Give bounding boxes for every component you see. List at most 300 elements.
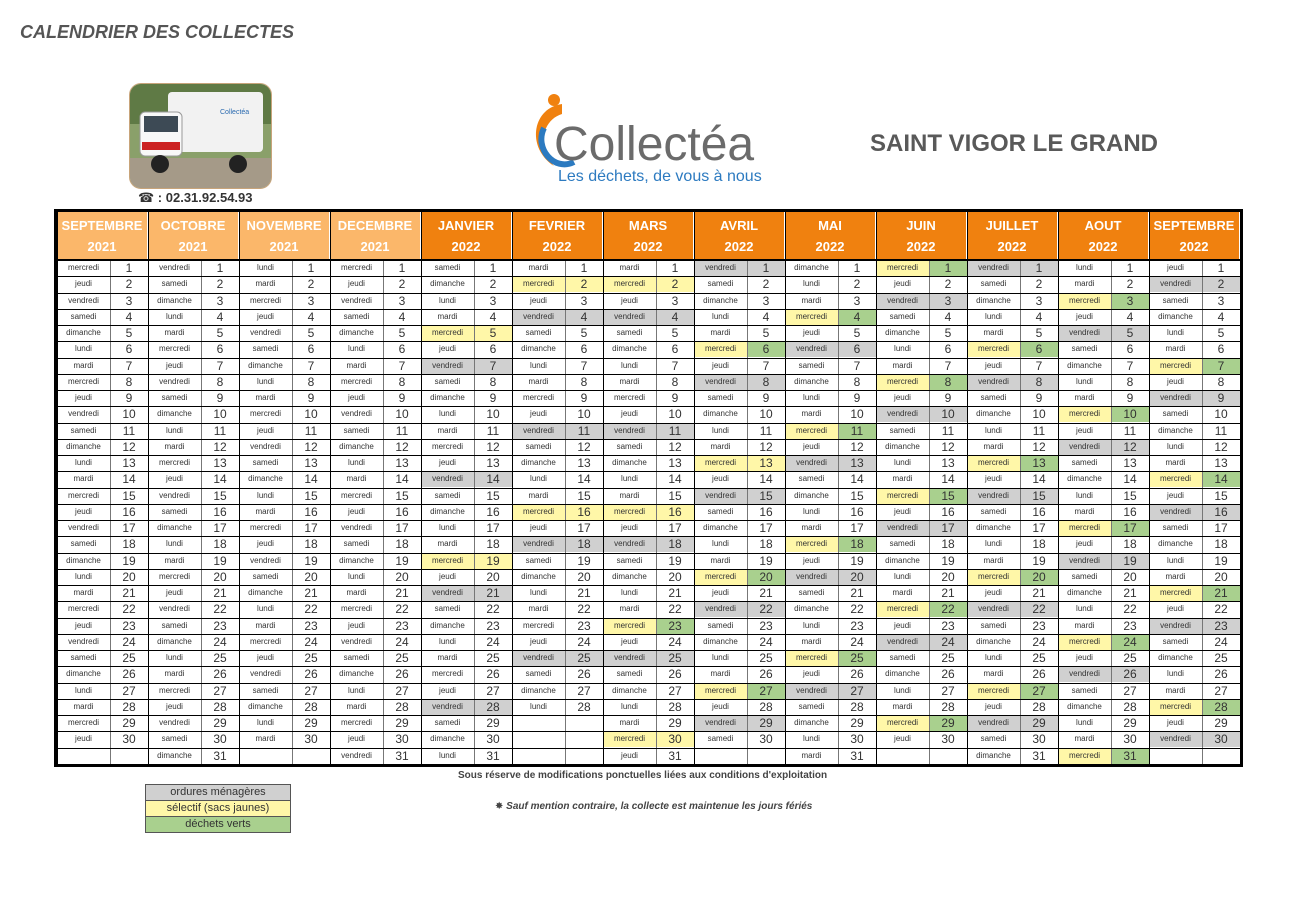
day-name: mardi xyxy=(330,471,383,487)
day-name: mardi xyxy=(148,439,201,455)
row-divider xyxy=(57,601,1240,602)
day-number: 22 xyxy=(838,601,876,617)
day-name: mercredi xyxy=(330,374,383,390)
day-number: 26 xyxy=(929,666,967,682)
day-name: samedi xyxy=(330,309,383,325)
day-number: 27 xyxy=(1111,683,1149,699)
day-name: samedi xyxy=(148,276,201,292)
day-name: samedi xyxy=(421,601,474,617)
day-number: 13 xyxy=(292,455,330,471)
day-number: 6 xyxy=(1111,341,1149,357)
day-name: mardi xyxy=(1058,504,1111,520)
day-name: samedi xyxy=(421,260,474,276)
row-divider xyxy=(57,293,1240,294)
day-number: 12 xyxy=(1111,439,1149,455)
day-number: 23 xyxy=(1111,618,1149,634)
day-number: 23 xyxy=(474,618,512,634)
day-name: dimanche xyxy=(512,341,565,357)
day-name: vendredi xyxy=(148,260,201,276)
day-name: dimanche xyxy=(239,358,292,374)
day-number: 15 xyxy=(110,488,148,504)
month-year: 2021 xyxy=(360,239,390,254)
day-number: 10 xyxy=(383,406,421,422)
day-name: lundi xyxy=(57,341,110,357)
day-number: 7 xyxy=(383,358,421,374)
day-number: 24 xyxy=(747,634,785,650)
row-divider xyxy=(57,358,1240,359)
day-name: vendredi xyxy=(876,634,929,650)
day-number: 18 xyxy=(656,536,694,552)
day-name: dimanche xyxy=(967,406,1020,422)
day-name: vendredi xyxy=(967,374,1020,390)
day-number: 19 xyxy=(929,553,967,569)
day-name: vendredi xyxy=(512,536,565,552)
month-name: AOUT xyxy=(1084,218,1122,233)
day-number: 18 xyxy=(1111,536,1149,552)
day-name: vendredi xyxy=(785,683,838,699)
day-number: 11 xyxy=(292,423,330,439)
row-divider xyxy=(57,504,1240,505)
day-name: vendredi xyxy=(967,260,1020,276)
day-number: 21 xyxy=(383,585,421,601)
day-name: jeudi xyxy=(512,406,565,422)
day-number: 2 xyxy=(747,276,785,292)
day-name: jeudi xyxy=(876,618,929,634)
row-divider xyxy=(57,585,1240,586)
day-number: 20 xyxy=(656,569,694,585)
day-number: 3 xyxy=(201,293,239,309)
day-number: 10 xyxy=(1111,406,1149,422)
day-name: vendredi xyxy=(694,488,747,504)
row-divider xyxy=(57,455,1240,456)
day-number: 21 xyxy=(929,585,967,601)
page-title: CALENDRIER DES COLLECTES xyxy=(20,22,295,42)
day-number: 24 xyxy=(838,634,876,650)
day-number: 11 xyxy=(1111,423,1149,439)
day-name: dimanche xyxy=(967,634,1020,650)
day-name: mercredi xyxy=(694,569,747,585)
row-divider xyxy=(57,553,1240,554)
day-number: 7 xyxy=(292,358,330,374)
day-name: mardi xyxy=(1149,341,1202,357)
day-name: vendredi xyxy=(876,520,929,536)
day-name: dimanche xyxy=(1149,309,1202,325)
day-name: mardi xyxy=(148,553,201,569)
day-number: 5 xyxy=(565,325,603,341)
day-number: 25 xyxy=(1020,650,1058,666)
day-name: vendredi xyxy=(1058,553,1111,569)
day-number: 26 xyxy=(1111,666,1149,682)
holiday-note: ✸ Sauf mention contraire, la collecte est maintenue les jours fériés xyxy=(495,801,813,812)
day-name: mercredi xyxy=(785,536,838,552)
day-name: vendredi xyxy=(694,260,747,276)
day-name: samedi xyxy=(239,569,292,585)
day-number: 1 xyxy=(838,260,876,276)
day-number: 27 xyxy=(201,683,239,699)
day-name: dimanche xyxy=(785,260,838,276)
day-name: samedi xyxy=(148,618,201,634)
day-name: lundi xyxy=(785,618,838,634)
day-number: 30 xyxy=(383,731,421,747)
day-name: dimanche xyxy=(967,748,1020,764)
row-divider xyxy=(57,634,1240,635)
row-divider xyxy=(57,618,1240,619)
month-name: MARS xyxy=(628,218,668,233)
day-name: mardi xyxy=(967,325,1020,341)
day-number: 14 xyxy=(747,471,785,487)
day-number: 3 xyxy=(292,293,330,309)
day-number: 17 xyxy=(383,520,421,536)
day-number: 30 xyxy=(747,731,785,747)
day-number: 12 xyxy=(838,439,876,455)
day-number: 18 xyxy=(474,536,512,552)
day-name: lundi xyxy=(967,650,1020,666)
day-number: 19 xyxy=(292,553,330,569)
day-name: mardi xyxy=(876,358,929,374)
day-number: 16 xyxy=(929,504,967,520)
day-name: vendredi xyxy=(57,634,110,650)
month-year: 2022 xyxy=(542,239,572,254)
day-name: lundi xyxy=(421,520,474,536)
day-number: 24 xyxy=(1020,634,1058,650)
day-name: lundi xyxy=(785,276,838,292)
day-name: mercredi xyxy=(603,618,656,634)
day-number: 28 xyxy=(565,699,603,715)
day-number: 3 xyxy=(929,293,967,309)
day-name: mardi xyxy=(512,601,565,617)
row-divider xyxy=(57,341,1240,342)
day-name: dimanche xyxy=(876,439,929,455)
day-number: 3 xyxy=(110,293,148,309)
day-number: 25 xyxy=(110,650,148,666)
day-name: mercredi xyxy=(967,455,1020,471)
day-number: 14 xyxy=(838,471,876,487)
day-number: 2 xyxy=(474,276,512,292)
day-number: 19 xyxy=(565,553,603,569)
day-number: 3 xyxy=(565,293,603,309)
month-name: NOVEMBRE xyxy=(246,218,322,233)
day-name: dimanche xyxy=(967,293,1020,309)
day-number: 20 xyxy=(838,569,876,585)
day-number: 7 xyxy=(1020,358,1058,374)
day-name: lundi xyxy=(1149,666,1202,682)
day-name: vendredi xyxy=(876,293,929,309)
day-number: 2 xyxy=(656,276,694,292)
day-name: mardi xyxy=(239,731,292,747)
day-name: samedi xyxy=(694,504,747,520)
day-name: jeudi xyxy=(785,439,838,455)
day-name: mardi xyxy=(239,618,292,634)
day-name: dimanche xyxy=(57,325,110,341)
day-number: 3 xyxy=(383,293,421,309)
row-divider xyxy=(57,406,1240,407)
day-number: 16 xyxy=(838,504,876,520)
day-number: 29 xyxy=(1202,715,1240,731)
day-number: 5 xyxy=(1111,325,1149,341)
day-name: vendredi xyxy=(148,601,201,617)
day-name: mardi xyxy=(603,260,656,276)
day-name: dimanche xyxy=(967,520,1020,536)
day-number: 13 xyxy=(1020,455,1058,471)
day-name: lundi xyxy=(1058,260,1111,276)
row-divider xyxy=(57,488,1240,489)
day-number: 8 xyxy=(383,374,421,390)
day-name: lundi xyxy=(603,358,656,374)
day-name: samedi xyxy=(1149,293,1202,309)
day-name: dimanche xyxy=(512,569,565,585)
day-number: 8 xyxy=(565,374,603,390)
day-name: vendredi xyxy=(1058,666,1111,682)
day-number: 2 xyxy=(1111,276,1149,292)
day-number: 28 xyxy=(838,699,876,715)
day-number: 1 xyxy=(474,260,512,276)
day-number: 21 xyxy=(565,585,603,601)
day-name: samedi xyxy=(967,504,1020,520)
day-number: 2 xyxy=(383,276,421,292)
day-name: jeudi xyxy=(330,504,383,520)
day-number: 8 xyxy=(292,374,330,390)
legend xyxy=(145,784,291,833)
column-inner-divider xyxy=(929,260,930,764)
day-number: 15 xyxy=(201,488,239,504)
day-number: 19 xyxy=(747,553,785,569)
day-number: 4 xyxy=(474,309,512,325)
day-name: dimanche xyxy=(421,276,474,292)
day-name: lundi xyxy=(421,634,474,650)
day-number: 7 xyxy=(474,358,512,374)
day-name: dimanche xyxy=(512,455,565,471)
month-header xyxy=(239,212,330,260)
day-name: dimanche xyxy=(148,634,201,650)
row-divider xyxy=(57,715,1240,716)
day-number: 23 xyxy=(110,618,148,634)
day-name: mercredi xyxy=(876,601,929,617)
day-name: dimanche xyxy=(694,520,747,536)
day-name: jeudi xyxy=(1149,715,1202,731)
day-number: 18 xyxy=(110,536,148,552)
day-number: 24 xyxy=(474,634,512,650)
day-number: 29 xyxy=(838,715,876,731)
day-number: 23 xyxy=(292,618,330,634)
day-name: vendredi xyxy=(330,634,383,650)
day-name: lundi xyxy=(148,650,201,666)
day-name: mercredi xyxy=(603,731,656,747)
day-name: mercredi xyxy=(603,504,656,520)
day-number: 6 xyxy=(838,341,876,357)
day-name: mardi xyxy=(421,309,474,325)
day-number: 19 xyxy=(383,553,421,569)
day-name: mercredi xyxy=(876,715,929,731)
day-number: 2 xyxy=(1202,276,1240,292)
day-name: vendredi xyxy=(148,488,201,504)
day-number: 29 xyxy=(292,715,330,731)
day-name: lundi xyxy=(603,471,656,487)
day-name: samedi xyxy=(694,390,747,406)
day-number: 30 xyxy=(110,731,148,747)
day-number: 26 xyxy=(201,666,239,682)
day-name: lundi xyxy=(694,536,747,552)
day-number: 24 xyxy=(565,634,603,650)
column-inner-divider xyxy=(474,260,475,764)
day-name: lundi xyxy=(694,650,747,666)
day-name: mardi xyxy=(876,585,929,601)
day-number: 8 xyxy=(838,374,876,390)
day-number: 29 xyxy=(747,715,785,731)
day-number: 13 xyxy=(929,455,967,471)
day-number: 1 xyxy=(1020,260,1058,276)
month-year: 2022 xyxy=(1088,239,1118,254)
day-name: mercredi xyxy=(603,390,656,406)
day-name: samedi xyxy=(967,276,1020,292)
day-name: dimanche xyxy=(694,293,747,309)
day-name: jeudi xyxy=(239,650,292,666)
day-name: mercredi xyxy=(421,325,474,341)
day-name: dimanche xyxy=(603,683,656,699)
day-name: samedi xyxy=(1058,455,1111,471)
day-name: mercredi xyxy=(421,439,474,455)
day-number: 21 xyxy=(838,585,876,601)
day-name: vendredi xyxy=(512,423,565,439)
day-number: 11 xyxy=(474,423,512,439)
day-name: vendredi xyxy=(694,374,747,390)
day-name: jeudi xyxy=(1058,650,1111,666)
day-number: 30 xyxy=(292,731,330,747)
day-name: jeudi xyxy=(967,699,1020,715)
day-name: lundi xyxy=(1149,325,1202,341)
day-name: vendredi xyxy=(603,423,656,439)
day-number: 8 xyxy=(747,374,785,390)
day-name: vendredi xyxy=(967,715,1020,731)
legend-household-waste: ordures ménagères xyxy=(146,785,290,801)
day-number: 13 xyxy=(747,455,785,471)
day-number: 14 xyxy=(1202,471,1240,487)
day-name: jeudi xyxy=(785,325,838,341)
day-number: 26 xyxy=(565,666,603,682)
day-number: 13 xyxy=(1202,455,1240,471)
day-number: 15 xyxy=(474,488,512,504)
day-name: mercredi xyxy=(967,341,1020,357)
day-name: mardi xyxy=(1149,569,1202,585)
day-name: lundi xyxy=(421,406,474,422)
day-number: 18 xyxy=(1020,536,1058,552)
day-name: lundi xyxy=(148,423,201,439)
day-number: 28 xyxy=(929,699,967,715)
row-divider xyxy=(57,699,1240,700)
day-name: mercredi xyxy=(239,406,292,422)
day-name: samedi xyxy=(239,341,292,357)
day-number: 8 xyxy=(656,374,694,390)
row-divider xyxy=(57,439,1240,440)
day-number: 28 xyxy=(1202,699,1240,715)
day-number: 28 xyxy=(656,699,694,715)
day-number: 12 xyxy=(565,439,603,455)
day-name: mercredi xyxy=(239,293,292,309)
day-name: samedi xyxy=(512,439,565,455)
day-number: 8 xyxy=(201,374,239,390)
day-number: 9 xyxy=(1020,390,1058,406)
day-number: 4 xyxy=(929,309,967,325)
day-name: vendredi xyxy=(512,309,565,325)
day-number: 26 xyxy=(383,666,421,682)
day-name: lundi xyxy=(1058,715,1111,731)
day-name: dimanche xyxy=(876,553,929,569)
day-number: 26 xyxy=(1020,666,1058,682)
month-year: 2022 xyxy=(906,239,936,254)
day-name: mardi xyxy=(785,520,838,536)
month-header xyxy=(421,212,512,260)
day-name: lundi xyxy=(57,683,110,699)
day-number: 12 xyxy=(929,439,967,455)
day-number: 17 xyxy=(929,520,967,536)
day-number: 25 xyxy=(838,650,876,666)
day-name: mardi xyxy=(239,504,292,520)
day-number: 23 xyxy=(656,618,694,634)
month-name: MAI xyxy=(818,218,842,233)
column-inner-divider xyxy=(201,260,202,764)
day-number: 29 xyxy=(929,715,967,731)
day-name: lundi xyxy=(1058,374,1111,390)
day-number: 9 xyxy=(292,390,330,406)
row-divider xyxy=(57,309,1240,310)
day-name: mardi xyxy=(1058,390,1111,406)
day-name: dimanche xyxy=(330,325,383,341)
day-number: 25 xyxy=(656,650,694,666)
month-header xyxy=(603,212,694,260)
day-number: 21 xyxy=(747,585,785,601)
day-number: 20 xyxy=(929,569,967,585)
day-name: samedi xyxy=(785,585,838,601)
day-name: dimanche xyxy=(1149,536,1202,552)
day-number: 17 xyxy=(565,520,603,536)
day-number: 29 xyxy=(474,715,512,731)
day-number: 5 xyxy=(1020,325,1058,341)
day-number: 3 xyxy=(656,293,694,309)
day-name: vendredi xyxy=(421,358,474,374)
row-divider xyxy=(57,520,1240,521)
day-number: 11 xyxy=(201,423,239,439)
day-number: 18 xyxy=(565,536,603,552)
month-name: AVRIL xyxy=(719,218,759,233)
day-number: 9 xyxy=(1202,390,1240,406)
day-name: dimanche xyxy=(785,374,838,390)
day-name: jeudi xyxy=(1149,374,1202,390)
day-name: jeudi xyxy=(57,276,110,292)
day-name: jeudi xyxy=(148,471,201,487)
column-inner-divider xyxy=(292,260,293,764)
day-name: dimanche xyxy=(876,666,929,682)
day-number: 19 xyxy=(656,553,694,569)
day-name: samedi xyxy=(1058,569,1111,585)
day-name: vendredi xyxy=(967,488,1020,504)
day-name: vendredi xyxy=(694,715,747,731)
day-number: 2 xyxy=(110,276,148,292)
day-number: 23 xyxy=(1202,618,1240,634)
day-number: 6 xyxy=(1202,341,1240,357)
day-name: samedi xyxy=(603,439,656,455)
day-number: 3 xyxy=(1020,293,1058,309)
day-name: samedi xyxy=(57,536,110,552)
day-number: 27 xyxy=(747,683,785,699)
day-name: mardi xyxy=(330,699,383,715)
day-name: samedi xyxy=(967,618,1020,634)
day-name: samedi xyxy=(1058,683,1111,699)
day-number: 6 xyxy=(747,341,785,357)
day-name: samedi xyxy=(603,553,656,569)
month-year: 2022 xyxy=(997,239,1027,254)
day-number: 22 xyxy=(1202,601,1240,617)
day-number: 13 xyxy=(110,455,148,471)
day-name: lundi xyxy=(239,260,292,276)
